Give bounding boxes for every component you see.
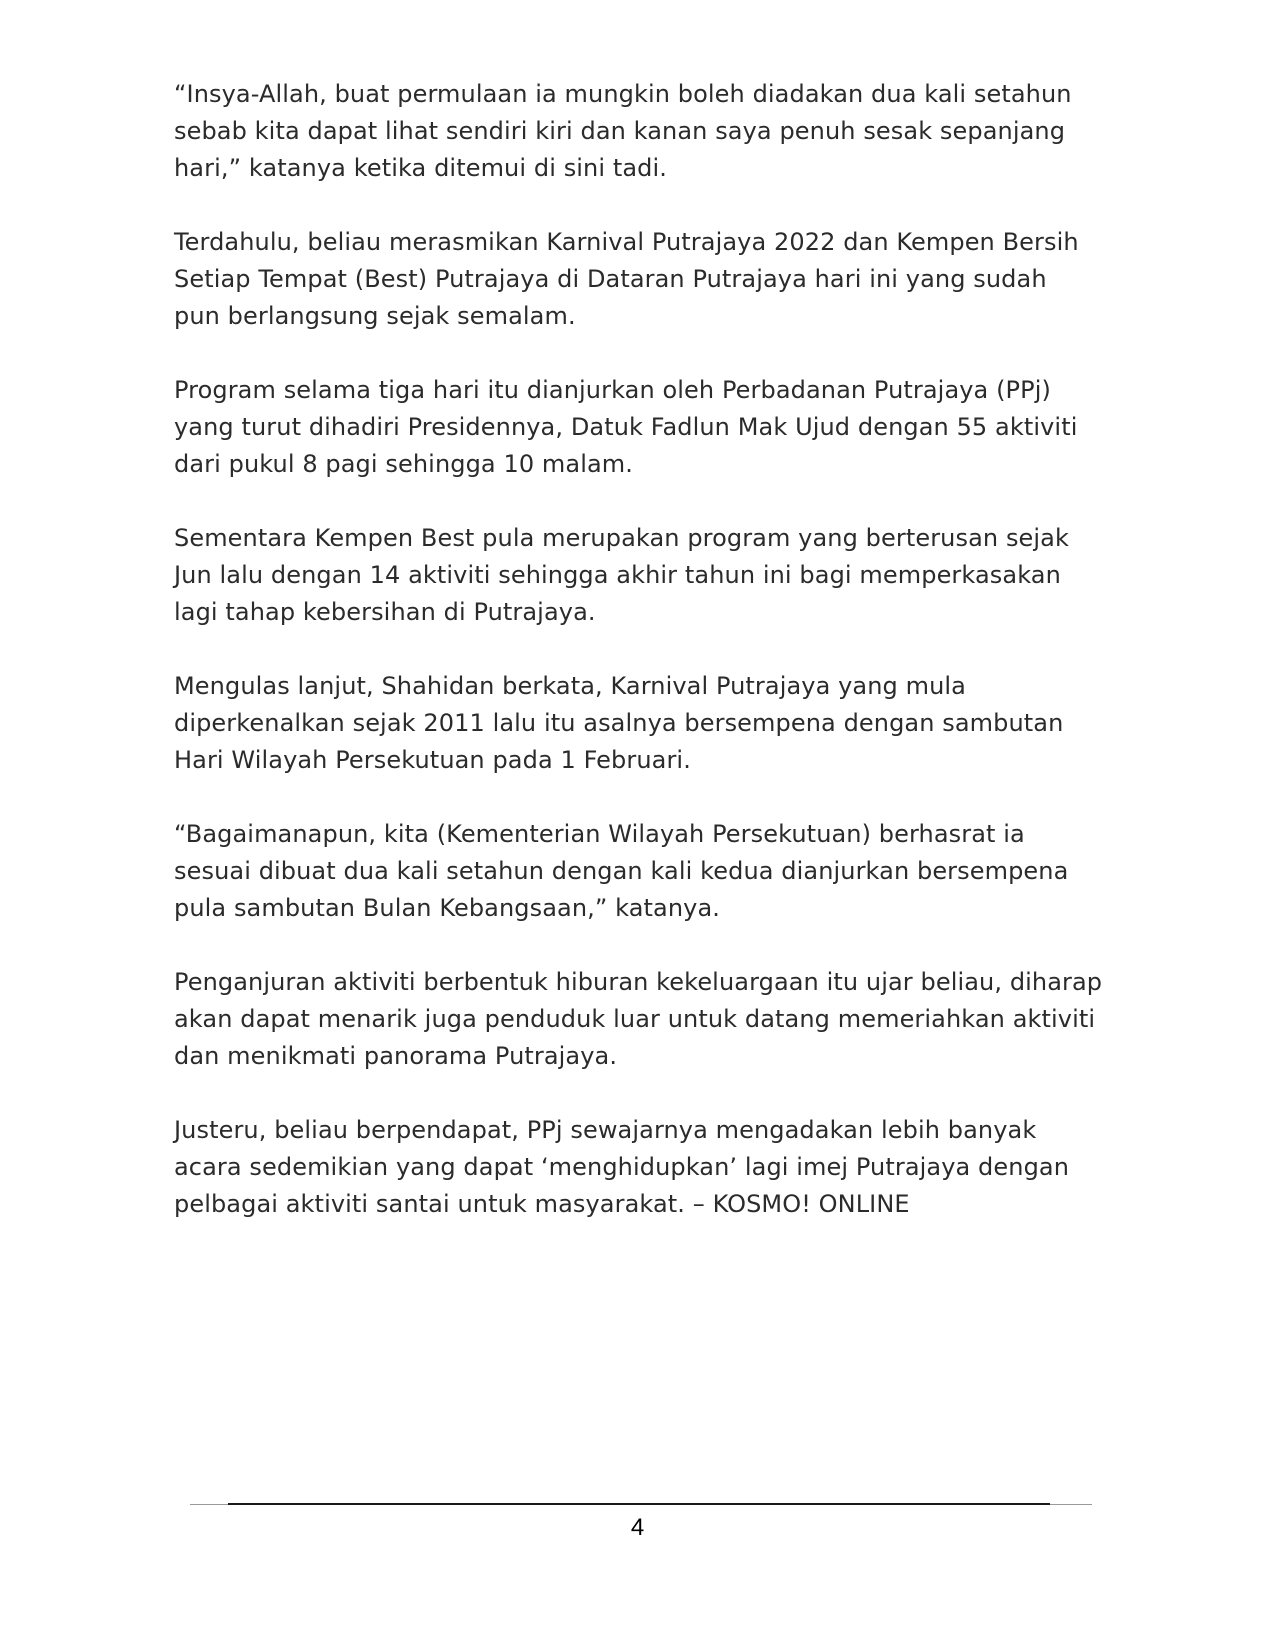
paragraph bbox=[174, 224, 1134, 335]
paragraph-line: pun berlangsung sejak semalam. bbox=[174, 302, 576, 330]
paragraph-line: Jun lalu dengan 14 aktiviti sehingga akhir tahun ini bagi memperkasakan bbox=[174, 561, 1061, 589]
paragraph bbox=[174, 520, 1134, 631]
paragraph bbox=[174, 816, 1134, 927]
paragraph-line: Justeru, beliau berpendapat, PPj sewajarnya mengadakan lebih banyak bbox=[174, 1116, 1037, 1144]
paragraph-line: dari pukul 8 pagi sehingga 10 malam. bbox=[174, 450, 633, 478]
paragraph-line: acara sedemikian yang dapat ‘menghidupkan’ lagi imej Putrajaya dengan bbox=[174, 1153, 1070, 1181]
paragraph-line: diperkenalkan sejak 2011 lalu itu asalnya bersempena dengan sambutan bbox=[174, 709, 1064, 737]
paragraph bbox=[174, 372, 1134, 483]
paragraph bbox=[174, 76, 1134, 187]
paragraph bbox=[174, 964, 1134, 1075]
paragraph-line: dan menikmati panorama Putrajaya. bbox=[174, 1042, 618, 1070]
paragraph-line: sesuai dibuat dua kali setahun dengan kali kedua dianjurkan bersempena bbox=[174, 857, 1069, 885]
paragraph-line: Mengulas lanjut, Shahidan berkata, Karnival Putrajaya yang mula bbox=[174, 672, 966, 700]
paragraph-line: lagi tahap kebersihan di Putrajaya. bbox=[174, 598, 596, 626]
footer-divider-dark bbox=[228, 1503, 1050, 1505]
paragraph-line: Hari Wilayah Persekutuan pada 1 Februari. bbox=[174, 746, 691, 774]
article-body bbox=[174, 76, 1134, 1260]
paragraph-line: akan dapat menarik juga penduduk luar untuk datang memeriahkan aktiviti bbox=[174, 1005, 1096, 1033]
paragraph-line: “Bagaimanapun, kita (Kementerian Wilayah Persekutuan) berhasrat ia bbox=[174, 820, 1025, 848]
paragraph-line: hari,” katanya ketika ditemui di sini tadi. bbox=[174, 154, 668, 182]
paragraph-line: sebab kita dapat lihat sendiri kiri dan kanan saya penuh sesak sepanjang bbox=[174, 117, 1066, 145]
paragraph-line: Terdahulu, beliau merasmikan Karnival Putrajaya 2022 dan Kempen Bersih bbox=[174, 228, 1079, 256]
paragraph-line: Setiap Tempat (Best) Putrajaya di Dataran Putrajaya hari ini yang sudah bbox=[174, 265, 1047, 293]
paragraph-line: Penganjuran aktiviti berbentuk hiburan kekeluargaan itu ujar beliau, diharap bbox=[174, 968, 1103, 996]
paragraph-line: “Insya-Allah, buat permulaan ia mungkin boleh diadakan dua kali setahun bbox=[174, 80, 1072, 108]
paragraph-line: Program selama tiga hari itu dianjurkan oleh Perbadanan Putrajaya (PPj) bbox=[174, 376, 1051, 404]
paragraph bbox=[174, 668, 1134, 779]
paragraph-line: pelbagai aktiviti santai untuk masyarakat. – KOSMO! ONLINE bbox=[174, 1190, 910, 1218]
paragraph-line: pula sambutan Bulan Kebangsaan,” katanya. bbox=[174, 894, 720, 922]
paragraph-line: Sementara Kempen Best pula merupakan program yang berterusan sejak bbox=[174, 524, 1069, 552]
paragraph bbox=[174, 1112, 1134, 1223]
page-number: 4 bbox=[630, 1514, 645, 1541]
paragraph-line: yang turut dihadiri Presidennya, Datuk Fadlun Mak Ujud dengan 55 aktiviti bbox=[174, 413, 1078, 441]
